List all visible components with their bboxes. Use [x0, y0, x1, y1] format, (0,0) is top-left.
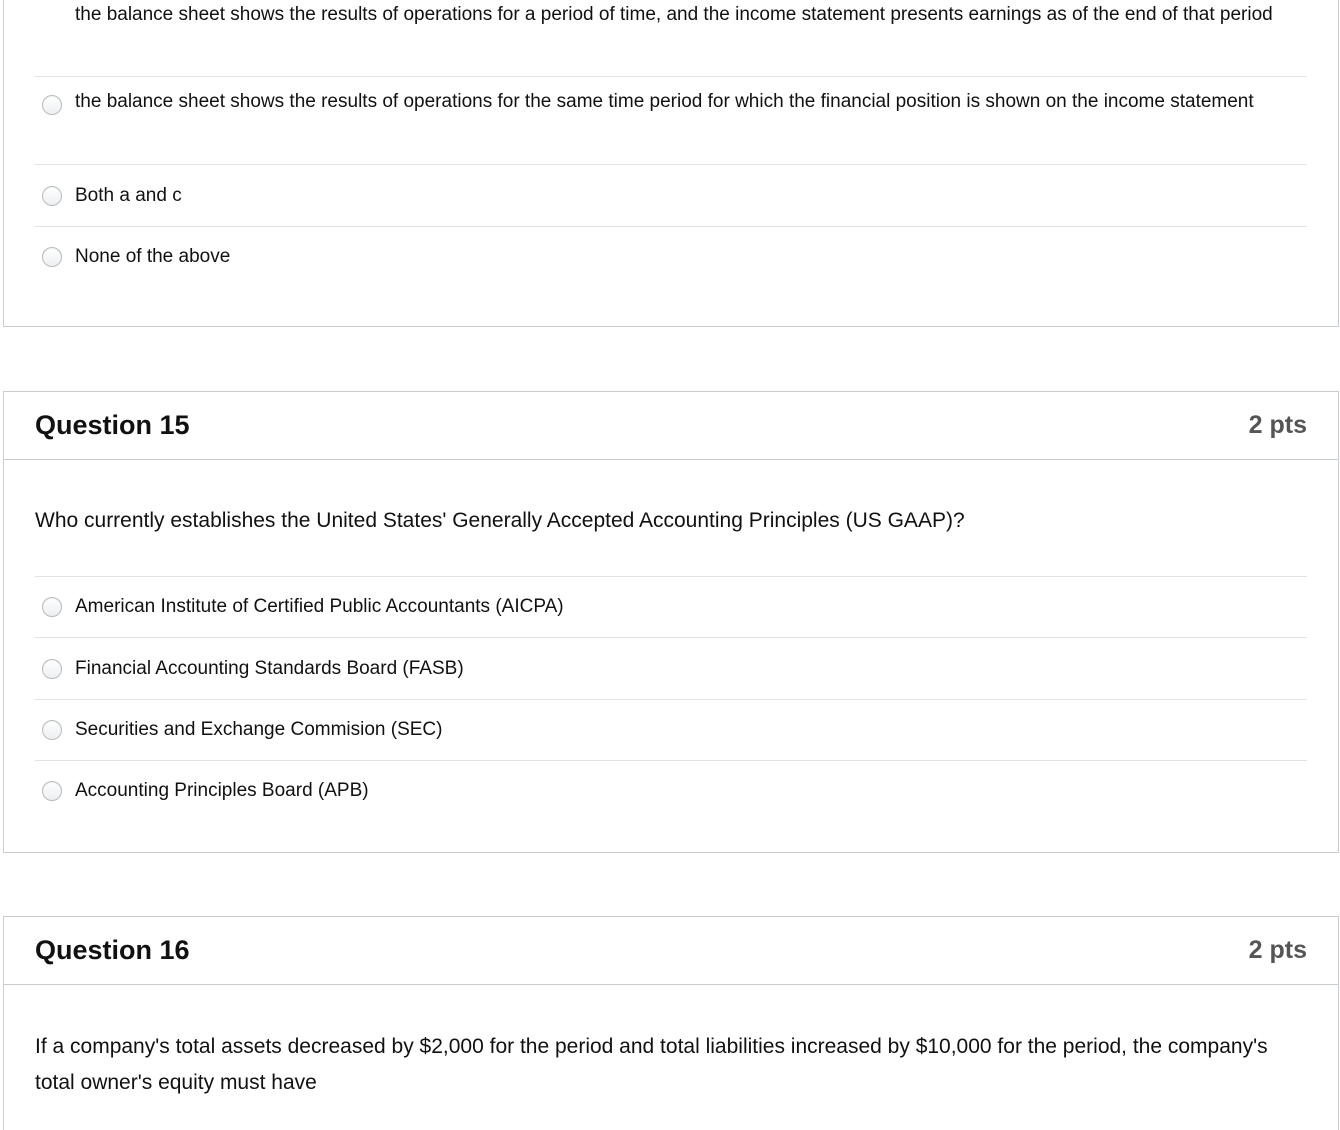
question-prompt: If a company's total assets decreased by $2,000 for the period and total liabilities increased by $10,000 for the period, the company's total owner's equity must have — [35, 1035, 1268, 1094]
answer-label: the balance sheet shows the results of operations for a period of time, and the income statement presents earnings as of the end of that period — [75, 4, 1273, 25]
radio-button[interactable] — [42, 95, 62, 115]
radio-button[interactable] — [42, 597, 62, 617]
answer-option[interactable] — [35, 0, 1307, 76]
radio-button[interactable] — [42, 781, 62, 801]
question-14-card — [3, 0, 1339, 327]
answer-label: Accounting Principles Board (APB) — [75, 780, 369, 801]
answer-label: None of the above — [75, 245, 231, 267]
question-points: 2 pts — [1248, 936, 1307, 964]
answer-option[interactable] — [35, 164, 1307, 226]
radio-button[interactable] — [42, 659, 62, 679]
question-header — [4, 917, 1338, 985]
answer-option[interactable] — [35, 76, 1307, 164]
answer-label: American Institute of Certified Public Accountants (AICPA) — [75, 596, 564, 617]
question-prompt: Who currently establishes the United States' Generally Accepted Accounting Principles (US GAAP)? — [35, 509, 965, 532]
answer-label: Both a and c — [75, 184, 182, 206]
question-15-answers — [35, 576, 1307, 821]
radio-button[interactable] — [42, 186, 62, 206]
answer-label: Securities and Exchange Commision (SEC) — [75, 719, 443, 740]
answer-option[interactable] — [35, 226, 1307, 286]
answer-option[interactable] — [35, 576, 1307, 637]
answer-option[interactable] — [35, 699, 1307, 760]
question-16-card — [3, 916, 1339, 1130]
answer-option[interactable] — [35, 637, 1307, 699]
question-points: 2 pts — [1248, 411, 1307, 439]
question-title: Question 15 — [35, 410, 190, 440]
question-15-card — [3, 391, 1339, 853]
question-title: Question 16 — [35, 935, 190, 965]
question-14-answers — [35, 0, 1307, 286]
answer-label: Financial Accounting Standards Board (FASB) — [75, 657, 464, 679]
question-header — [4, 392, 1338, 460]
answer-label: the balance sheet shows the results of operations for the same time period for which the financial position is shown on the income statement — [75, 91, 1254, 112]
radio-button[interactable] — [42, 720, 62, 740]
answer-option[interactable] — [35, 760, 1307, 821]
radio-button[interactable] — [42, 247, 62, 267]
